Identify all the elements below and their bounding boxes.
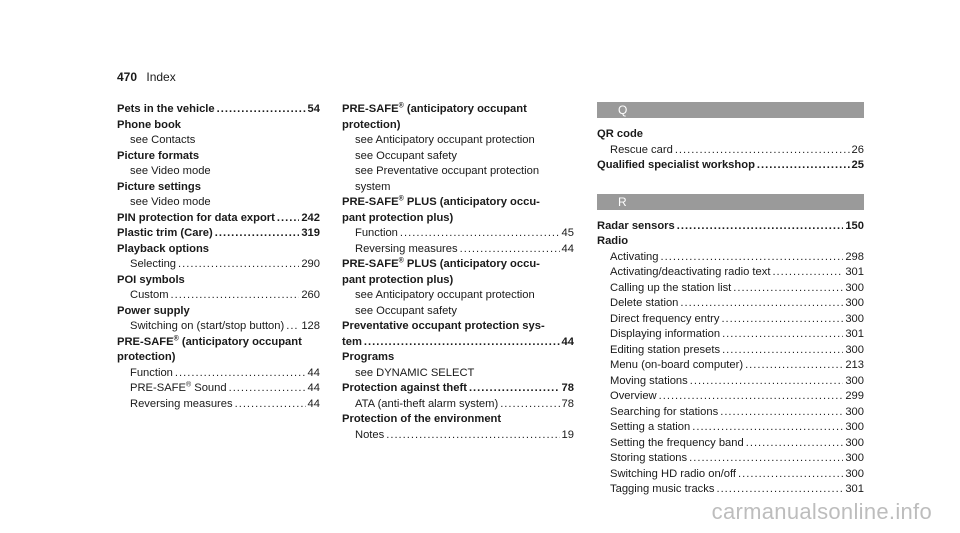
page-number: 470	[117, 70, 138, 84]
entry-text	[610, 420, 690, 436]
section-letter: Q	[597, 102, 864, 118]
entry-label: ATA (anti-theft alarm system)	[355, 397, 499, 410]
index-subentry	[597, 436, 864, 452]
registered-mark: ®	[185, 381, 192, 389]
entry-label: Radio	[597, 235, 629, 247]
entry-label: Reversing measures	[130, 397, 233, 410]
entry-label: Switching HD radio on/off	[610, 467, 737, 480]
page-reference: 213	[845, 359, 864, 371]
entry-label: Notes	[355, 428, 385, 441]
index-subentry	[597, 250, 864, 266]
entry-text	[342, 335, 362, 351]
index-subentry	[597, 312, 864, 328]
index-entry	[342, 412, 574, 428]
entry-text	[610, 451, 687, 467]
index-entry	[597, 158, 864, 174]
entry-text	[610, 467, 736, 483]
index-subentry	[117, 397, 320, 413]
dot-leader	[171, 288, 300, 304]
index-entry	[117, 304, 320, 320]
entry-text	[355, 397, 498, 413]
index-column-1	[117, 102, 320, 412]
entry-label: Plastic trim (Care)	[117, 227, 213, 239]
registered-mark: ®	[398, 102, 404, 110]
entry-label: Pets in the vehicle	[117, 103, 215, 115]
entry-text	[130, 134, 195, 146]
entry-text	[117, 150, 199, 162]
index-column-2	[342, 102, 574, 443]
dot-leader	[720, 405, 843, 421]
entry-label: Selecting	[130, 258, 177, 270]
entry-text	[610, 343, 720, 359]
entry-text	[117, 211, 275, 227]
index-entry	[342, 350, 574, 366]
index-entry	[597, 219, 864, 235]
entry-label: PRE-SAFE	[342, 196, 399, 208]
index-subentry	[597, 374, 864, 390]
entry-label: PRE-SAFE	[342, 258, 399, 270]
index-entry	[342, 195, 574, 211]
index-subentry	[117, 195, 320, 211]
entry-label: Phone book	[117, 118, 182, 131]
entry-text	[130, 257, 176, 273]
entry-text	[610, 358, 743, 374]
entry-text	[610, 296, 678, 312]
entry-text	[130, 196, 211, 208]
entry-label: Playback options	[117, 242, 210, 255]
dot-leader	[286, 319, 299, 335]
entry-label: see Contacts	[130, 134, 196, 146]
dot-leader	[460, 242, 560, 258]
entry-label: Activating/deactivating radio text	[610, 266, 771, 278]
page-reference: 44	[561, 242, 574, 255]
page-reference: 78	[561, 397, 574, 410]
dot-leader	[757, 158, 850, 174]
index-entry	[117, 242, 320, 258]
page-reference: 128	[301, 320, 320, 332]
index-entry	[342, 211, 574, 227]
entry-label: Protection against theft	[342, 382, 467, 394]
page-reference: 300	[845, 374, 864, 387]
index-entry	[342, 319, 574, 335]
index-entry	[342, 381, 574, 397]
index-subentry	[597, 482, 864, 498]
entry-text	[342, 413, 501, 425]
page-reference: 319	[301, 227, 320, 239]
entry-label: Overview	[610, 390, 657, 402]
entry-label: PRE-SAFE	[130, 382, 186, 394]
entry-label: Displaying information	[610, 328, 721, 340]
entry-label: see DYNAMIC SELECT	[355, 366, 475, 379]
dot-leader	[689, 451, 843, 467]
index-entry	[342, 102, 574, 118]
entry-label: Picture settings	[117, 180, 201, 193]
entry-text	[117, 119, 181, 131]
entry-text	[342, 212, 453, 224]
index-entry	[342, 335, 574, 351]
entry-label: see Occupant safety	[355, 149, 457, 162]
entry-label: tem	[342, 335, 362, 348]
page-reference: 298	[845, 250, 864, 263]
index-entry	[117, 149, 320, 165]
page-reference: 242	[301, 211, 320, 224]
entry-label: Activating	[610, 250, 659, 263]
entry-label: Editing station presets	[610, 343, 721, 356]
entry-text	[610, 327, 720, 343]
entry-label: pant protection plus)	[342, 273, 454, 286]
entry-label: Custom	[130, 289, 169, 301]
entry-text	[342, 381, 467, 397]
index-subentry	[117, 319, 320, 335]
entry-label: PIN protection for data export	[117, 211, 275, 224]
page-reference: 300	[845, 297, 864, 309]
dot-leader	[716, 482, 843, 498]
index-subentry	[117, 366, 320, 382]
entry-text	[610, 389, 657, 405]
entry-text	[597, 128, 643, 140]
entry-label-suffix: (anticipatory occupant	[178, 335, 302, 348]
dot-leader	[675, 143, 850, 159]
dot-leader	[692, 420, 843, 436]
index-subentry	[342, 149, 574, 165]
entry-label: Qualified specialist workshop	[597, 159, 755, 171]
dot-leader	[217, 102, 306, 118]
index-subentry	[117, 133, 320, 149]
dot-leader	[722, 343, 843, 359]
index-subentry	[597, 281, 864, 297]
entry-label: Reversing measures	[355, 242, 458, 255]
entry-text	[355, 134, 535, 146]
dot-leader	[500, 397, 559, 413]
index-subentry	[117, 381, 320, 397]
section-title: Index	[146, 70, 176, 84]
entry-label: Function	[355, 227, 398, 239]
index-column-3	[597, 102, 864, 498]
index-entry	[597, 127, 864, 143]
page-reference: 300	[845, 343, 864, 356]
entry-text	[355, 165, 539, 193]
index-entry	[117, 226, 320, 242]
spacer	[597, 174, 864, 194]
index-entry	[117, 273, 320, 289]
index-subentry	[597, 343, 864, 359]
entry-text	[130, 288, 169, 304]
entry-label: Rescue card	[610, 143, 673, 156]
entry-label: PRE-SAFE	[117, 335, 174, 348]
entry-label-suffix: PLUS (anticipatory occu-	[403, 196, 540, 208]
index-entry	[117, 118, 320, 134]
index-entry	[342, 273, 574, 289]
entry-label: protection)	[117, 351, 176, 363]
entry-label: see Anticipatory occupant protection	[355, 289, 535, 301]
dot-leader	[677, 219, 844, 235]
index-subentry	[342, 304, 574, 320]
entry-label: Radar sensors	[597, 219, 675, 232]
index-subentry	[342, 133, 574, 149]
entry-label: Setting the frequency band	[610, 436, 744, 449]
page-reference: 54	[307, 103, 320, 115]
entry-text	[130, 319, 284, 335]
entry-text	[610, 250, 659, 266]
entry-label: pant protection plus)	[342, 211, 454, 224]
dot-leader	[277, 211, 299, 227]
page-reference: 300	[845, 405, 864, 418]
index-entry	[597, 234, 864, 250]
entry-text	[117, 226, 213, 242]
entry-label: see Anticipatory occupant protection	[355, 134, 535, 146]
entry-label: Tagging music tracks	[610, 483, 715, 495]
entry-text	[610, 482, 714, 498]
page-reference: 300	[845, 452, 864, 464]
entry-text	[130, 165, 211, 177]
entry-text	[610, 143, 673, 159]
entry-text	[342, 258, 540, 270]
dot-leader	[721, 312, 843, 328]
registered-mark: ®	[173, 334, 179, 342]
index-subentry	[342, 397, 574, 413]
entry-label-suffix: (anticipatory occupant	[403, 103, 527, 115]
dot-leader	[746, 436, 844, 452]
entry-label: Storing stations	[610, 452, 688, 464]
index-subentry	[342, 428, 574, 444]
dot-leader	[738, 467, 843, 483]
page-reference: 44	[561, 335, 574, 348]
entry-text	[117, 243, 209, 255]
page-reference: 45	[561, 227, 574, 239]
index-subentry	[597, 451, 864, 467]
entry-text	[342, 103, 527, 115]
index-entry	[117, 211, 320, 227]
entry-text	[130, 381, 227, 397]
entry-text	[597, 219, 675, 235]
entry-text	[342, 320, 545, 332]
index-subentry	[342, 226, 574, 242]
entry-text	[610, 281, 731, 297]
entry-text	[355, 305, 457, 317]
index-subentry	[597, 327, 864, 343]
page-reference: 19	[561, 428, 574, 441]
entry-label: POI symbols	[117, 273, 185, 286]
index-entry	[117, 335, 320, 351]
entry-label: QR code	[597, 128, 644, 140]
entry-text	[117, 102, 215, 118]
entry-text	[342, 119, 400, 131]
dot-leader	[661, 250, 844, 266]
page-reference: 301	[845, 266, 864, 278]
index-subentry	[117, 288, 320, 304]
entry-text	[117, 181, 201, 193]
index-entry	[342, 257, 574, 273]
index-subentry	[597, 420, 864, 436]
registered-mark: ®	[398, 195, 404, 203]
page-reference: 290	[301, 258, 320, 270]
dot-leader	[386, 428, 559, 444]
index-subentry	[342, 164, 574, 195]
dot-leader	[229, 381, 306, 397]
entry-text	[597, 235, 628, 247]
page-reference: 299	[845, 390, 864, 402]
dot-leader	[722, 327, 843, 343]
page-reference: 260	[301, 289, 320, 301]
index-entry	[117, 350, 320, 366]
dot-leader	[680, 296, 843, 312]
index-subentry	[597, 467, 864, 483]
dot-leader	[175, 366, 306, 382]
section-letter: R	[597, 194, 864, 210]
index-subentry	[342, 288, 574, 304]
index-subentry	[342, 366, 574, 382]
dot-leader	[659, 389, 844, 405]
entry-text	[610, 312, 719, 328]
entry-text	[355, 226, 398, 242]
dot-leader	[235, 397, 306, 413]
entry-label: see Video mode	[130, 196, 211, 208]
entry-label: Searching for stations	[610, 405, 719, 418]
entry-label: Programs	[342, 351, 395, 363]
entry-label: Moving stations	[610, 374, 688, 387]
entry-text	[342, 196, 540, 208]
entry-text	[355, 289, 535, 301]
page-reference: 44	[307, 366, 320, 379]
entry-text	[130, 366, 173, 382]
page-reference: 300	[845, 421, 864, 433]
page-reference: 300	[845, 467, 864, 480]
dot-leader	[215, 226, 300, 242]
index-entry	[117, 180, 320, 196]
dot-leader	[733, 281, 843, 297]
entry-text	[117, 336, 302, 348]
index-subentry	[597, 143, 864, 159]
entry-label: Switching on (start/stop button)	[130, 320, 285, 332]
dot-leader	[178, 257, 299, 273]
index-subentry	[597, 389, 864, 405]
watermark: carmanualsonline.info	[711, 499, 932, 524]
entry-label: Direct frequency entry	[610, 312, 720, 325]
entry-label: Protection of the environment	[342, 413, 502, 425]
page-reference: 150	[845, 219, 864, 232]
index-subentry	[597, 265, 864, 281]
entry-text	[610, 374, 688, 390]
dot-leader	[772, 265, 843, 281]
page-reference: 300	[845, 312, 864, 325]
entry-text	[355, 150, 457, 162]
page-reference: 301	[845, 483, 864, 495]
registered-mark: ®	[398, 257, 404, 265]
entry-text	[355, 242, 458, 258]
entry-text	[597, 158, 755, 174]
index-entry	[117, 102, 320, 118]
entry-label: protection)	[342, 118, 401, 131]
index-subentry	[117, 164, 320, 180]
entry-text	[355, 428, 384, 444]
entry-label-suffix: PLUS (anticipatory occu-	[403, 258, 540, 270]
entry-label: see Occupant safety	[355, 304, 457, 317]
entry-text	[117, 274, 185, 286]
index-subentry	[597, 296, 864, 312]
entry-label: Calling up the station list	[610, 281, 732, 294]
page-reference: 44	[307, 382, 320, 394]
index-entry	[342, 118, 574, 134]
entry-text	[342, 274, 453, 286]
page-header	[117, 70, 176, 84]
entry-label-suffix: Sound	[191, 382, 227, 394]
entry-text	[610, 436, 744, 452]
entry-text	[610, 265, 770, 281]
entry-text	[130, 397, 233, 413]
entry-label: Function	[130, 366, 173, 379]
entry-label: Setting a station	[610, 421, 691, 433]
dot-leader	[400, 226, 560, 242]
page-reference: 25	[851, 159, 864, 171]
entry-label: Preventative occupant protection sys-	[342, 320, 545, 332]
entry-label: Delete station	[610, 297, 679, 309]
entry-label: Menu (on-board computer)	[610, 359, 744, 371]
page-reference: 300	[845, 281, 864, 294]
entry-label: see Preventative occupant protection system	[355, 165, 540, 193]
entry-label: see Video mode	[130, 165, 211, 177]
entry-text	[117, 351, 175, 363]
page-reference: 44	[307, 397, 320, 410]
index-subentry	[342, 242, 574, 258]
entry-text	[342, 351, 394, 363]
index-subentry	[597, 358, 864, 374]
page-reference: 300	[845, 436, 864, 449]
dot-leader	[690, 374, 844, 390]
dot-leader	[364, 335, 560, 351]
index-subentry	[117, 257, 320, 273]
entry-text	[355, 367, 474, 379]
entry-text	[610, 405, 718, 421]
page-reference: 78	[561, 382, 574, 394]
entry-label: PRE-SAFE	[342, 103, 399, 115]
entry-text	[117, 305, 190, 317]
entry-label: Power supply	[117, 304, 190, 317]
dot-leader	[745, 358, 843, 374]
index-subentry	[597, 405, 864, 421]
entry-label: Picture formats	[117, 149, 200, 162]
dot-leader	[469, 381, 560, 397]
page-reference: 26	[851, 143, 864, 156]
page-reference: 301	[845, 328, 864, 340]
